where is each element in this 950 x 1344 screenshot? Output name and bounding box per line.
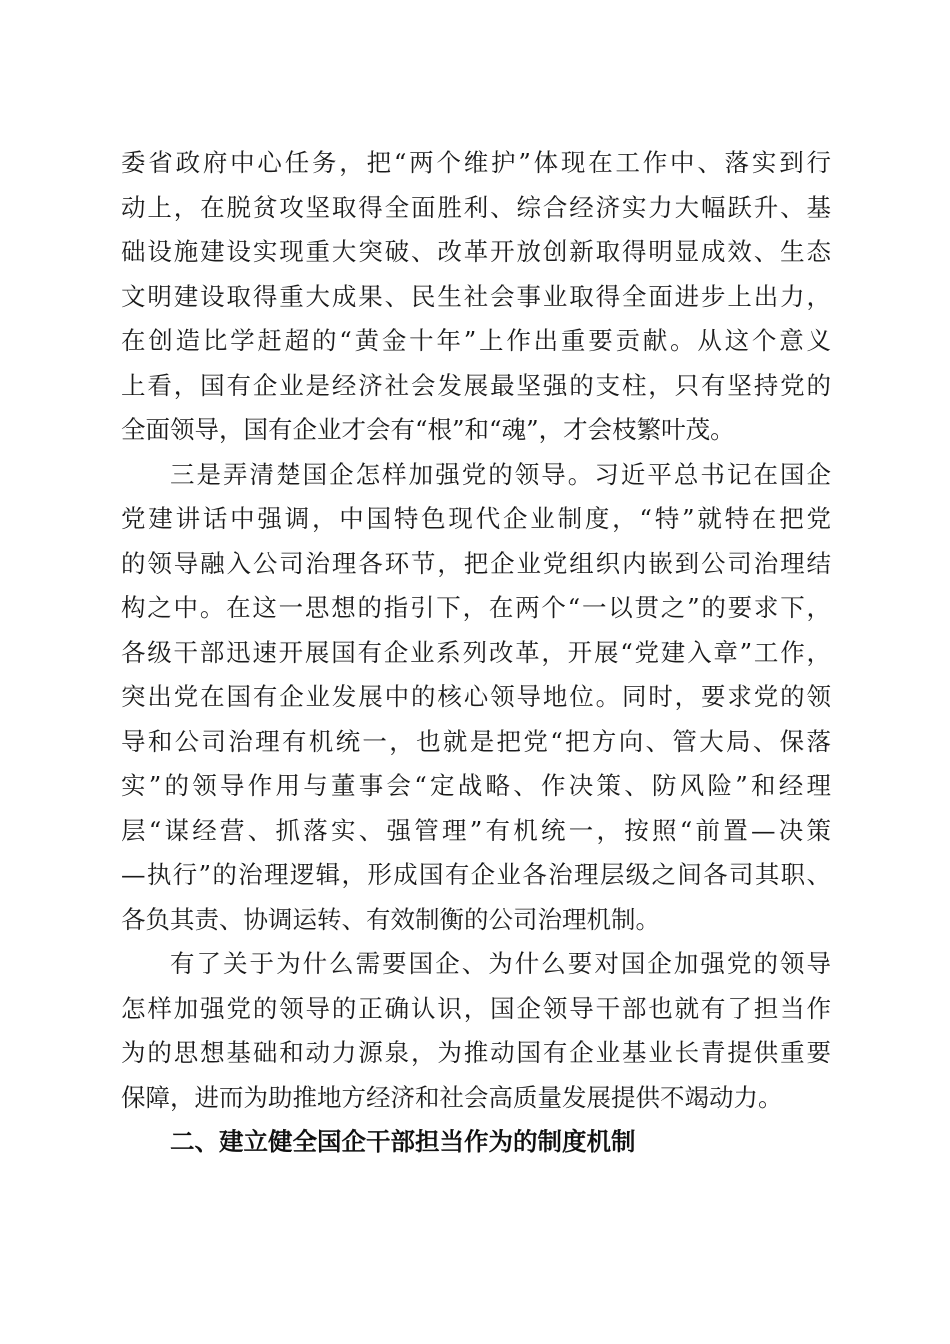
text-line-12: 各级干部迅速开展国有企业系列改革，开展“党建入章”工作， — [121, 638, 831, 667]
text-line-3: 础设施建设实现重大突破、改革开放创新取得明显成效、生态 — [121, 237, 831, 266]
text-line-11: 构之中。在这一思想的指引下，在两个“一以贯之”的要求下， — [121, 593, 831, 622]
text-line-13: 突出党在国有企业发展中的核心领导地位。同时，要求党的领 — [121, 682, 831, 711]
text-line-7: 全面领导，国有企业才会有“根”和“魂”，才会枝繁叶茂。 — [121, 415, 735, 444]
text-line-14: 导和公司治理有机统一，也就是把党“把方向、管大局、保落 — [121, 727, 831, 756]
text-line-22: 保障，进而为助推地方经济和社会高质量发展提供不竭动力。 — [121, 1083, 783, 1112]
text-line-1: 委省政府中心任务，把“两个维护”体现在工作中、落实到行 — [121, 148, 831, 177]
text-line-8: 三是弄清楚国企怎样加强党的领导。习近平总书记在国企 — [170, 460, 831, 489]
text-line-16: 层“谋经营、抓落实、强管理”有机统一，按照“前置—决策 — [121, 816, 831, 845]
text-line-6: 上看，国有企业是经济社会发展最坚强的支柱，只有坚持党的 — [121, 371, 831, 400]
text-line-2: 动上，在脱贫攻坚取得全面胜利、综合经济实力大幅跃升、基 — [121, 193, 831, 222]
text-line-4: 文明建设取得重大成果、民生社会事业取得全面进步上出力， — [121, 282, 831, 311]
text-line-17: —执行”的治理逻辑，形成国有企业各治理层级之间各司其职、 — [121, 860, 831, 889]
text-line-5: 在创造比学赶超的“黄金十年”上作出重要贡献。从这个意义 — [121, 326, 831, 355]
text-line-18: 各负其责、协调运转、有效制衡的公司治理机制。 — [121, 905, 660, 934]
text-line-15: 实”的领导作用与董事会“定战略、作决策、防风险”和经理 — [121, 771, 831, 800]
section-heading: 二、建立健全国企干部担当作为的制度机制 — [170, 1127, 636, 1156]
text-line-20: 怎样加强党的领导的正确认识，国企领导干部也就有了担当作 — [121, 994, 831, 1023]
text-line-19: 有了关于为什么需要国企、为什么要对国企加强党的领导 — [170, 949, 831, 978]
text-line-10: 的领导融入公司治理各环节，把企业党组织内嵌到公司治理结 — [121, 549, 831, 578]
text-line-21: 为的思想基础和动力源泉，为推动国有企业基业长青提供重要 — [121, 1038, 831, 1067]
text-line-9: 党建讲话中强调，中国特色现代企业制度，“特”就特在把党 — [121, 504, 831, 533]
